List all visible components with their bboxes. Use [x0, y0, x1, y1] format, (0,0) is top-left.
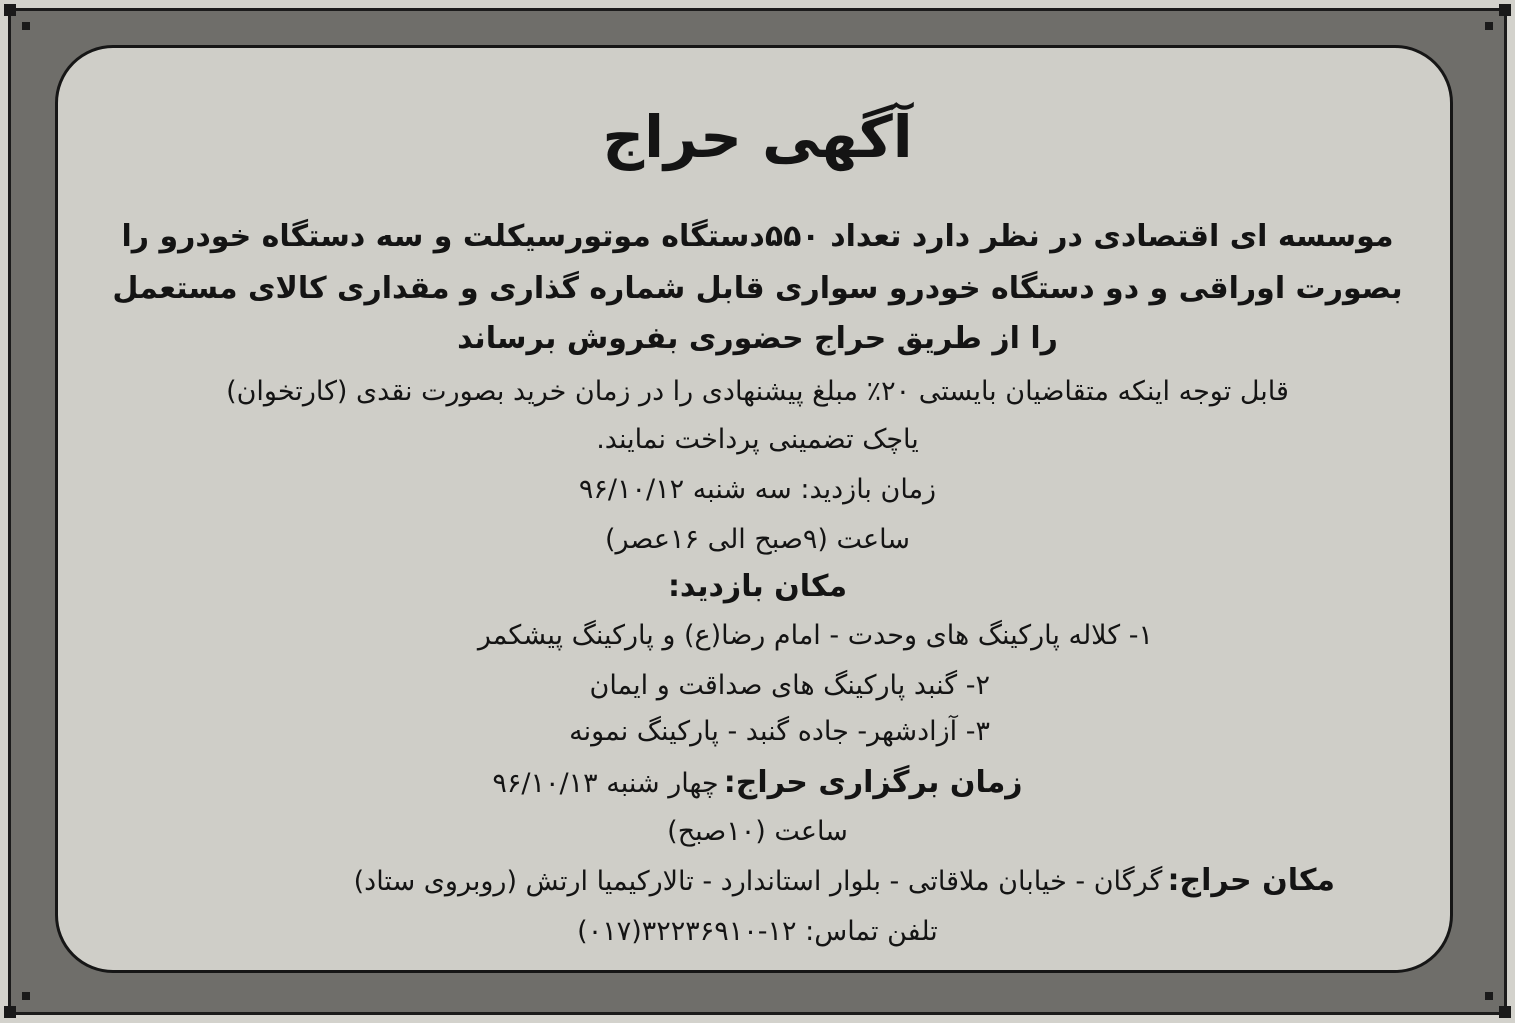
note-line-1: قابل توجه اینکه متقاضیان بایستی ۲۰٪ مبلغ پیشنهادی را در زمان خرید بصورت نقدی (کارتخوان)	[226, 376, 1289, 407]
auction-place-label: مکان حراج:	[1167, 863, 1335, 898]
intro-line-3: را از طریق حراج حضوری بفروش برساند	[457, 321, 1058, 356]
visit-place-2: ۲- گنبد پارکینگ های صداقت و ایمان	[589, 670, 990, 701]
visit-place-3: ۳- آزادشهر- جاده گنبد - پارکینگ نمونه	[569, 716, 990, 747]
notice-title: آگهی حراج	[602, 103, 913, 171]
note-line-2: یاچک تضمینی پرداخت نمایند.	[596, 424, 919, 455]
visit-time: زمان بازدید: سه شنبه ۹۶/۱۰/۱۲	[578, 474, 937, 505]
auction-place	[353, 863, 1335, 898]
visit-place-1: ۱- کلاله پارکینگ های وحدت - امام رضا(ع) و پارکینگ پیشکمر	[477, 620, 1153, 651]
auction-time	[0, 765, 1515, 800]
intro-line-1: موسسه ای اقتصادی در نظر دارد تعداد ۵۵۰دستگاه موتورسیکلت و سه دستگاه خودرو را	[121, 219, 1394, 254]
visit-hours: ساعت (۹صبح الی ۱۶عصر)	[605, 524, 910, 555]
auction-time-label: زمان برگزاری حراج:	[723, 765, 1023, 800]
contact-phone: تلفن تماس: ۱۲-۳۲۲۳۶۹۱۰(۰۱۷)	[577, 916, 938, 947]
auction-time-value: چهار شنبه ۹۶/۱۰/۱۳	[492, 768, 719, 799]
visit-place-heading: مکان بازدید:	[667, 569, 848, 604]
auction-hours: ساعت (۱۰صبح)	[667, 816, 848, 847]
auction-place-value: گرگان - خیابان ملاقاتی - بلوار استاندارد - تالارکیمیا ارتش (روبروی ستاد)	[353, 866, 1163, 897]
intro-line-2: بصورت اوراقی و دو دستگاه خودرو سواری قابل شماره گذاری و مقداری کالای مستعمل	[112, 271, 1403, 306]
